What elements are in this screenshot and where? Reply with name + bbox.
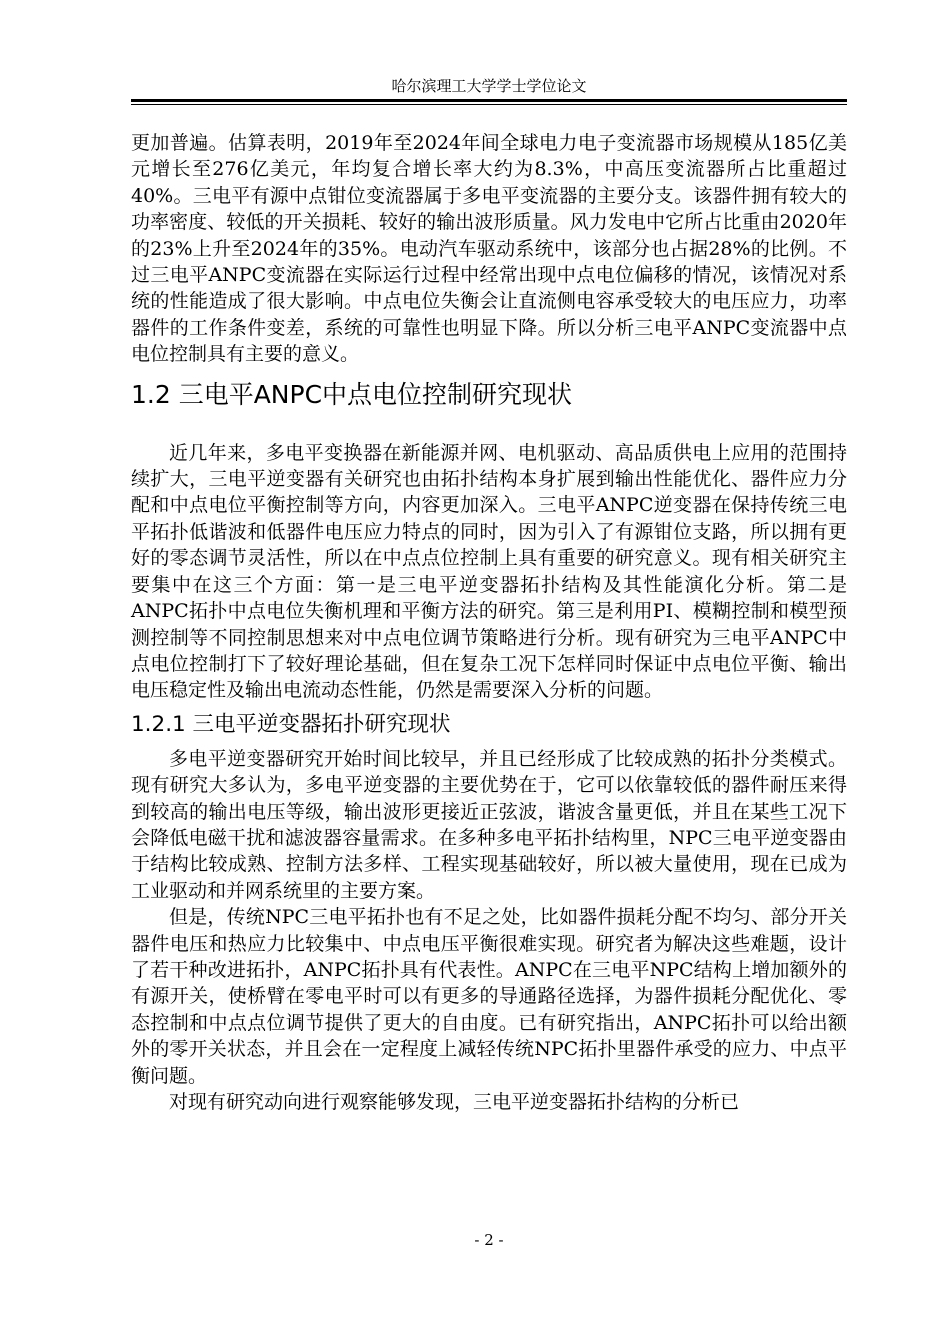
paragraph-anpc-improvement: 但是，传统NPC三电平拓扑也有不足之处，比如器件损耗分配不均匀、部分开关器件电压和热应力比较集中、中点电压平衡很难实现。研究者为解决这些难题，设计了若干种改进拓扑，ANPC拓扑具有代表性。ANPC在三电平NPC结构上增加额外的有源开关，使桥臂在零电平时可以有更多的导通路径选择，为器件损耗分配优化、零态控制和中点点位调节提供了更大的自由度。已有研究指出，ANPC拓扑可以给出额外的零开关状态，并且会在一定程度上减轻传统NPC拓扑里器件承受的应力、中点平衡问题。 [131,906,847,1087]
header-rule-thin [131,104,847,105]
paragraph-research-trend: 对现有研究动向进行观察能够发现，三电平逆变器拓扑结构的分析已 [169,1091,740,1113]
paragraph-research-overview: 近几年来，多电平变换器在新能源并网、电机驱动、高品质供电上应用的范围持续扩大，三电平逆变器有关研究也由拓扑结构本身扩展到输出性能优化、器件应力分配和中点电位平衡控制等方向，内容更加深入。三电平ANPC逆变器在保持传统三电平拓扑低谐波和低器件电压应力特点的同时，因为引入了有源钳位支路，所以拥有更好的零态调节灵活性，所以在中点点位控制上具有重要的研究意义。现有相关研究主要集中在这三个方面：第一是三电平逆变器拓扑结构及其性能演化分析。第二是ANPC拓扑中点电位失衡机理和平衡方法的研究。第三是利用PI、模糊控制和模型预测控制等不同控制思想来对中点电位调节策略进行分析。现有研究为三电平ANPC中点电位控制打下了较好理论基础，但在复杂工况下怎样同时保证中点电位平衡、输出电压稳定性及输出电流动态性能，仍然是需要深入分析的问题。 [131,441,847,702]
section-heading-1-2: 1.2 三电平ANPC中点电位控制研究现状 [131,379,573,409]
paragraph-multilevel-topology: 多电平逆变器研究开始时间比较早，并且已经形成了比较成熟的拓扑分类模式。现有研究大多认为，多电平逆变器的主要优势在于，它可以依靠较低的器件耐压来得到较高的输出电压等级，输出波形更接近正弦波，谐波含量更低，并且在某些工况下会降低电磁干扰和滤波器容量需求。在多种多电平拓扑结构里，NPC三电平逆变器由于结构比较成熟、控制方法多样、工程实现基础较好，所以被大量使用，现在已成为工业驱动和并网系统里的主要方案。 [131,747,847,902]
paragraph-continued: 更加普遍。估算表明，2019年至2024年间全球电力电子变流器市场规模从185亿美元增长至276亿美元，年均复合增长率大约为8.3%，中高压变流器所占比重超过40%。三电平有源中点钳位变流器属于多电平变流器的主要分支。该器件拥有较大的功率密度、较低的开关损耗、较好的输出波形质量。风力发电中它所占比重由2020年的23%上升至2024年的35%。电动汽车驱动系统中，该部分也占据28%的比例。不过三电平ANPC变流器在实际运行过程中经常出现中点电位偏移的情况，该情况对系统的性能造成了很大影响。中点电位失衡会让直流侧电容承受较大的电压应力，功率器件的工作条件变差，系统的可靠性也明显下降。所以分析三电平ANPC变流器中点电位控制具有主要的意义。 [131,132,847,366]
page-body [131,130,847,1115]
section-heading-wrap [131,378,847,412]
header-rule-thick [131,99,847,102]
subsection-heading-1-2-1: 1.2.1 三电平逆变器拓扑研究现状 [131,711,451,737]
subsection-heading-wrap [131,710,847,740]
page-number: - 2 - [474,1231,504,1249]
running-header: 哈尔滨理工大学学士学位论文 [391,77,587,95]
